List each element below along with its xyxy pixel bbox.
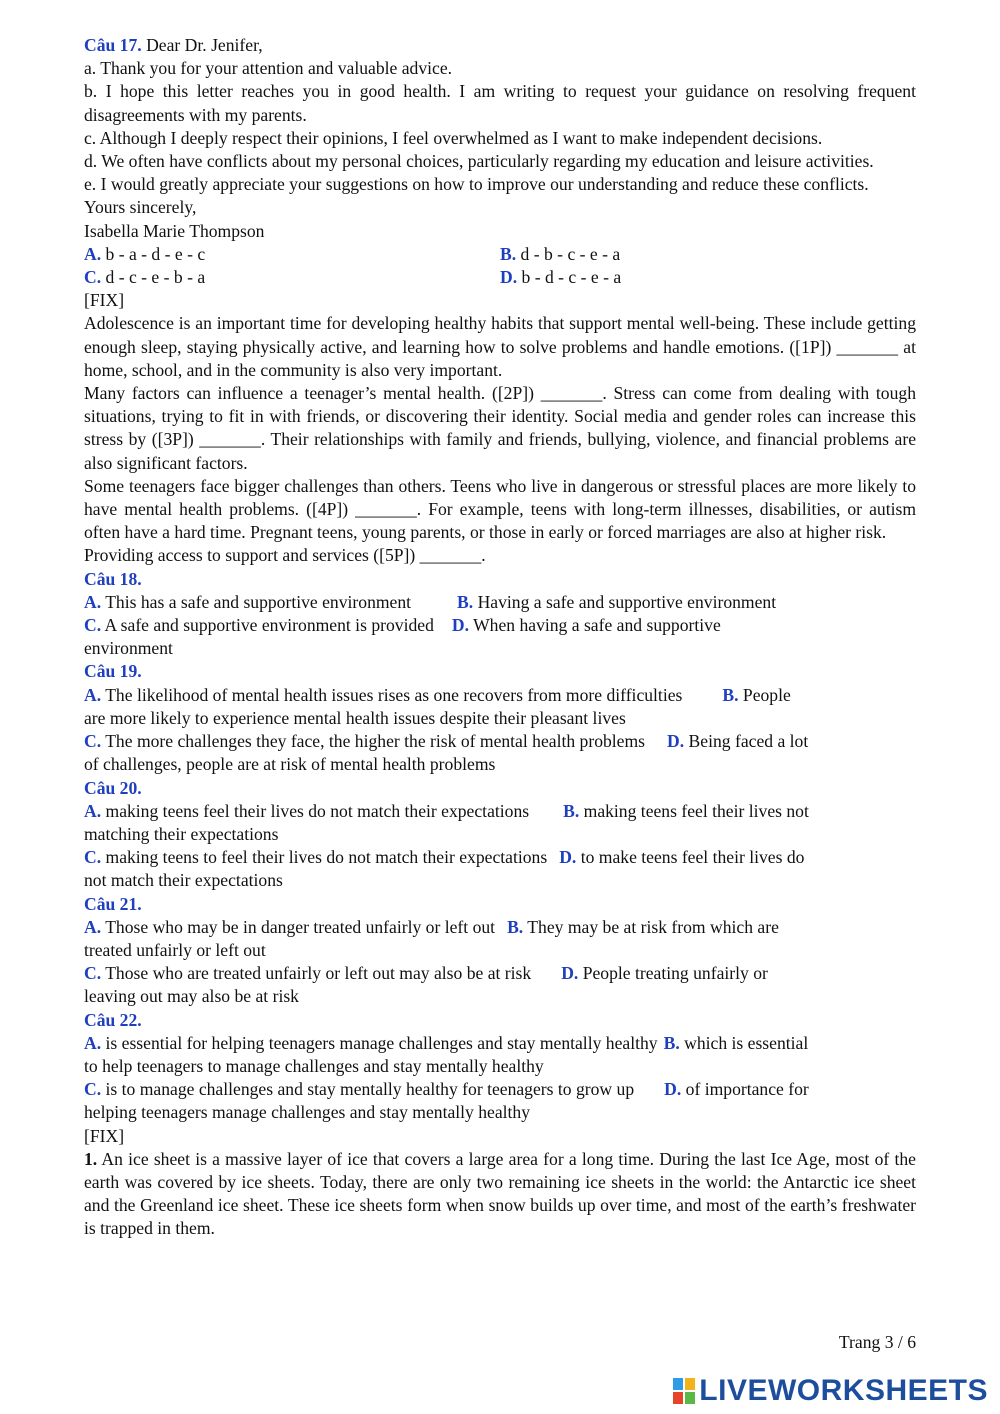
- option-text: is essential for helping teenagers manage challenges and stay mentally healthy: [101, 1032, 658, 1053]
- option-label: A.: [84, 1032, 102, 1053]
- worksheet-page: [84, 34, 916, 1241]
- q22-row-1: [84, 1032, 916, 1055]
- q18-option-c[interactable]: [84, 615, 434, 635]
- q22-option-b[interactable]: [664, 1033, 809, 1053]
- q18-option-a[interactable]: [84, 592, 411, 612]
- q20-row-2: [84, 846, 916, 869]
- liveworksheets-logo-icon: [673, 1378, 695, 1404]
- option-label: D.: [500, 267, 518, 288]
- q21-option-b[interactable]: [507, 917, 779, 937]
- q20-option-a[interactable]: [84, 801, 529, 821]
- option-text: b - a - d - e - c: [101, 243, 206, 264]
- q22-option-d-cont: helping teenagers manage challenges and stay mentally healthy: [84, 1102, 531, 1123]
- letter-line-a: a. Thank you for your attention and valuable advice.: [84, 58, 453, 79]
- passage-2-paragraph: [84, 1148, 916, 1241]
- option-label: D.: [561, 963, 579, 984]
- question-number-22: Câu 22.: [84, 1009, 142, 1030]
- page-number: Trang 3 / 6: [838, 1332, 916, 1352]
- q18-option-d-cont: environment: [84, 638, 173, 659]
- question-number-20: Câu 20.: [84, 777, 142, 798]
- option-label: A.: [84, 591, 102, 612]
- option-text: When having a safe and supportive: [468, 615, 721, 636]
- q17-option-a[interactable]: [84, 243, 500, 266]
- option-text: to make teens feel their lives do: [576, 847, 805, 868]
- q19-option-d-cont: of challenges, people are at risk of mental health problems: [84, 754, 496, 775]
- option-label: B.: [507, 916, 524, 937]
- option-text: The likelihood of mental health issues rises as one recovers from more difficulties: [101, 684, 683, 705]
- option-label: B.: [500, 243, 517, 264]
- option-text: This has a safe and supportive environment: [101, 591, 412, 612]
- option-label: C.: [84, 615, 102, 636]
- letter-line-c: c. Although I deeply respect their opinions, I feel overwhelmed as I want to make independent decisions.: [84, 127, 823, 148]
- question-number-19: Câu 19.: [84, 661, 142, 682]
- brand-name: LIVEWORKSHEETS: [699, 1374, 988, 1407]
- q17-option-b[interactable]: [500, 243, 916, 266]
- passage-paragraph-4: Providing access to support and services ([5P]) _______.: [84, 545, 486, 566]
- option-text: making teens feel their lives not: [579, 800, 809, 821]
- letter-greeting: Dear Dr. Jenifer,: [146, 35, 263, 55]
- q22-row-2: [84, 1078, 916, 1101]
- question-number: Câu 17.: [84, 35, 142, 55]
- q22-option-c[interactable]: [84, 1079, 634, 1099]
- option-label: B.: [563, 800, 580, 821]
- option-label: A.: [84, 243, 102, 264]
- option-text: Being faced a lot: [684, 731, 809, 752]
- option-label: D.: [664, 1079, 682, 1100]
- option-label: A.: [84, 916, 102, 937]
- q18-option-b[interactable]: [457, 592, 776, 612]
- option-text: Those who may be in danger treated unfairly or left out: [101, 916, 496, 937]
- option-text: which is essential: [679, 1032, 809, 1053]
- q19-option-a[interactable]: [84, 685, 682, 705]
- q21-row-1: [84, 916, 916, 939]
- q19-row-1: [84, 684, 916, 707]
- option-text: making teens feel their lives do not match their expectations: [101, 800, 530, 821]
- q18-option-d[interactable]: [452, 615, 721, 635]
- option-text: People: [738, 684, 791, 705]
- q19-option-b-cont: are more likely to experience mental health issues despite their pleasant lives: [84, 707, 626, 728]
- q19-option-d[interactable]: [667, 731, 808, 751]
- letter-line-e: e. I would greatly appreciate your suggestions on how to improve our understanding and reduce these conflicts.: [84, 174, 869, 195]
- paragraph-text: An ice sheet is a massive layer of ice that covers a large area for a long time. During the last Ice Age, most of the earth was covered by ice sheets. Today, there are only two remaining ice sheets in the world: the Antarctic ice sheet and the Greenland ice sheet. These ice sheets form when snow builds up over time, and most of the earth’s freshwater is trapped in them.: [84, 1148, 916, 1239]
- q22-option-b-cont: to help teenagers to manage challenges and stay mentally healthy: [84, 1055, 544, 1076]
- q20-option-d[interactable]: [559, 847, 804, 867]
- option-text: Having a safe and supportive environment: [473, 591, 777, 612]
- question-number-21: Câu 21.: [84, 893, 142, 914]
- letter-line-b: b. I hope this letter reaches you in good health. I am writing to request your guidance on resolving frequent disagreements with my parents.: [84, 81, 916, 125]
- q18-row-2: [84, 614, 916, 637]
- fix-marker: [FIX]: [84, 1125, 125, 1146]
- paragraph-number: 1.: [84, 1148, 98, 1169]
- q19-option-c[interactable]: [84, 731, 645, 751]
- q17-option-c[interactable]: [84, 266, 500, 289]
- q17-options-row-1: [84, 243, 916, 266]
- q17-options-row-2: [84, 266, 916, 289]
- option-label: B.: [457, 591, 474, 612]
- option-text: is to manage challenges and stay mentally healthy for teenagers to grow up: [101, 1079, 635, 1100]
- option-text: Those who are treated unfairly or left out may also be at risk: [101, 963, 532, 984]
- option-text: d - b - c - e - a: [516, 243, 621, 264]
- passage-paragraph-3: Some teenagers face bigger challenges than others. Teens who live in dangerous or stressful places are more likely to have mental health problems. ([4P]) _______. For example, teens with long-term illnesses, disabilities, or autism often have a hard time. Pregnant teens, young parents, or those in early or forced marriages are also at higher risk.: [84, 475, 916, 543]
- fix-marker: [FIX]: [84, 290, 125, 311]
- option-label: C.: [84, 1079, 102, 1100]
- q20-option-b[interactable]: [563, 801, 809, 821]
- option-text: of importance for: [681, 1079, 809, 1100]
- option-label: D.: [451, 615, 469, 636]
- option-text: People treating unfairly or: [578, 963, 768, 984]
- option-label: A.: [84, 684, 102, 705]
- option-label: C.: [84, 847, 102, 868]
- q19-row-2: [84, 730, 916, 753]
- passage-paragraph-2: Many factors can influence a teenager’s mental health. ([2P]) _______. Stress can come from dealing with tough situations, trying to fit in with friends, or discovering their identity. Social media and gender roles can increase this stress by ([3P]) _______. Their relationships with family and friends, bullying, violence, and financial problems are also significant factors.: [84, 383, 916, 473]
- q20-option-b-cont: matching their expectations: [84, 823, 279, 844]
- q18-row-1: [84, 591, 916, 614]
- q17-greeting-line: [84, 34, 916, 57]
- question-number-18: Câu 18.: [84, 568, 142, 589]
- option-label: D.: [559, 847, 577, 868]
- q21-option-d[interactable]: [561, 963, 768, 983]
- q20-option-c[interactable]: [84, 847, 547, 867]
- option-label: C.: [84, 731, 102, 752]
- option-text: d - c - e - b - a: [101, 267, 206, 288]
- option-text: The more challenges they face, the higher the risk of mental health problems: [101, 731, 646, 752]
- passage-paragraph-1: Adolescence is an important time for developing healthy habits that support mental well-being. These include getting enough sleep, staying physically active, and learning how to solve problems and handle emotions. ([1P]) _______ at home, school, and in the community is also very important.: [84, 313, 916, 380]
- q20-row-1: [84, 800, 916, 823]
- liveworksheets-brand[interactable]: [673, 1374, 988, 1408]
- option-label: B.: [663, 1032, 680, 1053]
- q20-option-d-cont: not match their expectations: [84, 870, 283, 891]
- option-label: A.: [84, 800, 102, 821]
- q22-option-a[interactable]: [84, 1033, 658, 1053]
- letter-signature: Isabella Marie Thompson: [84, 220, 265, 241]
- q21-option-b-cont: treated unfairly or left out: [84, 939, 266, 960]
- option-text: They may be at risk from which are: [523, 916, 779, 937]
- option-text: A safe and supportive environment is provided: [101, 615, 434, 636]
- q21-option-c[interactable]: [84, 963, 531, 983]
- q21-row-2: [84, 962, 916, 985]
- q19-option-b[interactable]: [722, 685, 790, 705]
- option-text: making teens to feel their lives do not match their expectations: [101, 847, 548, 868]
- q21-option-a[interactable]: [84, 917, 495, 937]
- q22-option-d[interactable]: [664, 1079, 809, 1099]
- letter-closing: Yours sincerely,: [84, 197, 197, 218]
- option-label: C.: [84, 267, 102, 288]
- option-text: b - d - c - e - a: [517, 267, 622, 288]
- option-label: D.: [667, 731, 685, 752]
- option-label: C.: [84, 963, 102, 984]
- option-label: B.: [722, 684, 739, 705]
- q17-option-d[interactable]: [500, 266, 916, 289]
- q21-option-d-cont: leaving out may also be at risk: [84, 986, 299, 1007]
- letter-line-d: d. We often have conflicts about my personal choices, particularly regarding my education and leisure activities.: [84, 151, 874, 172]
